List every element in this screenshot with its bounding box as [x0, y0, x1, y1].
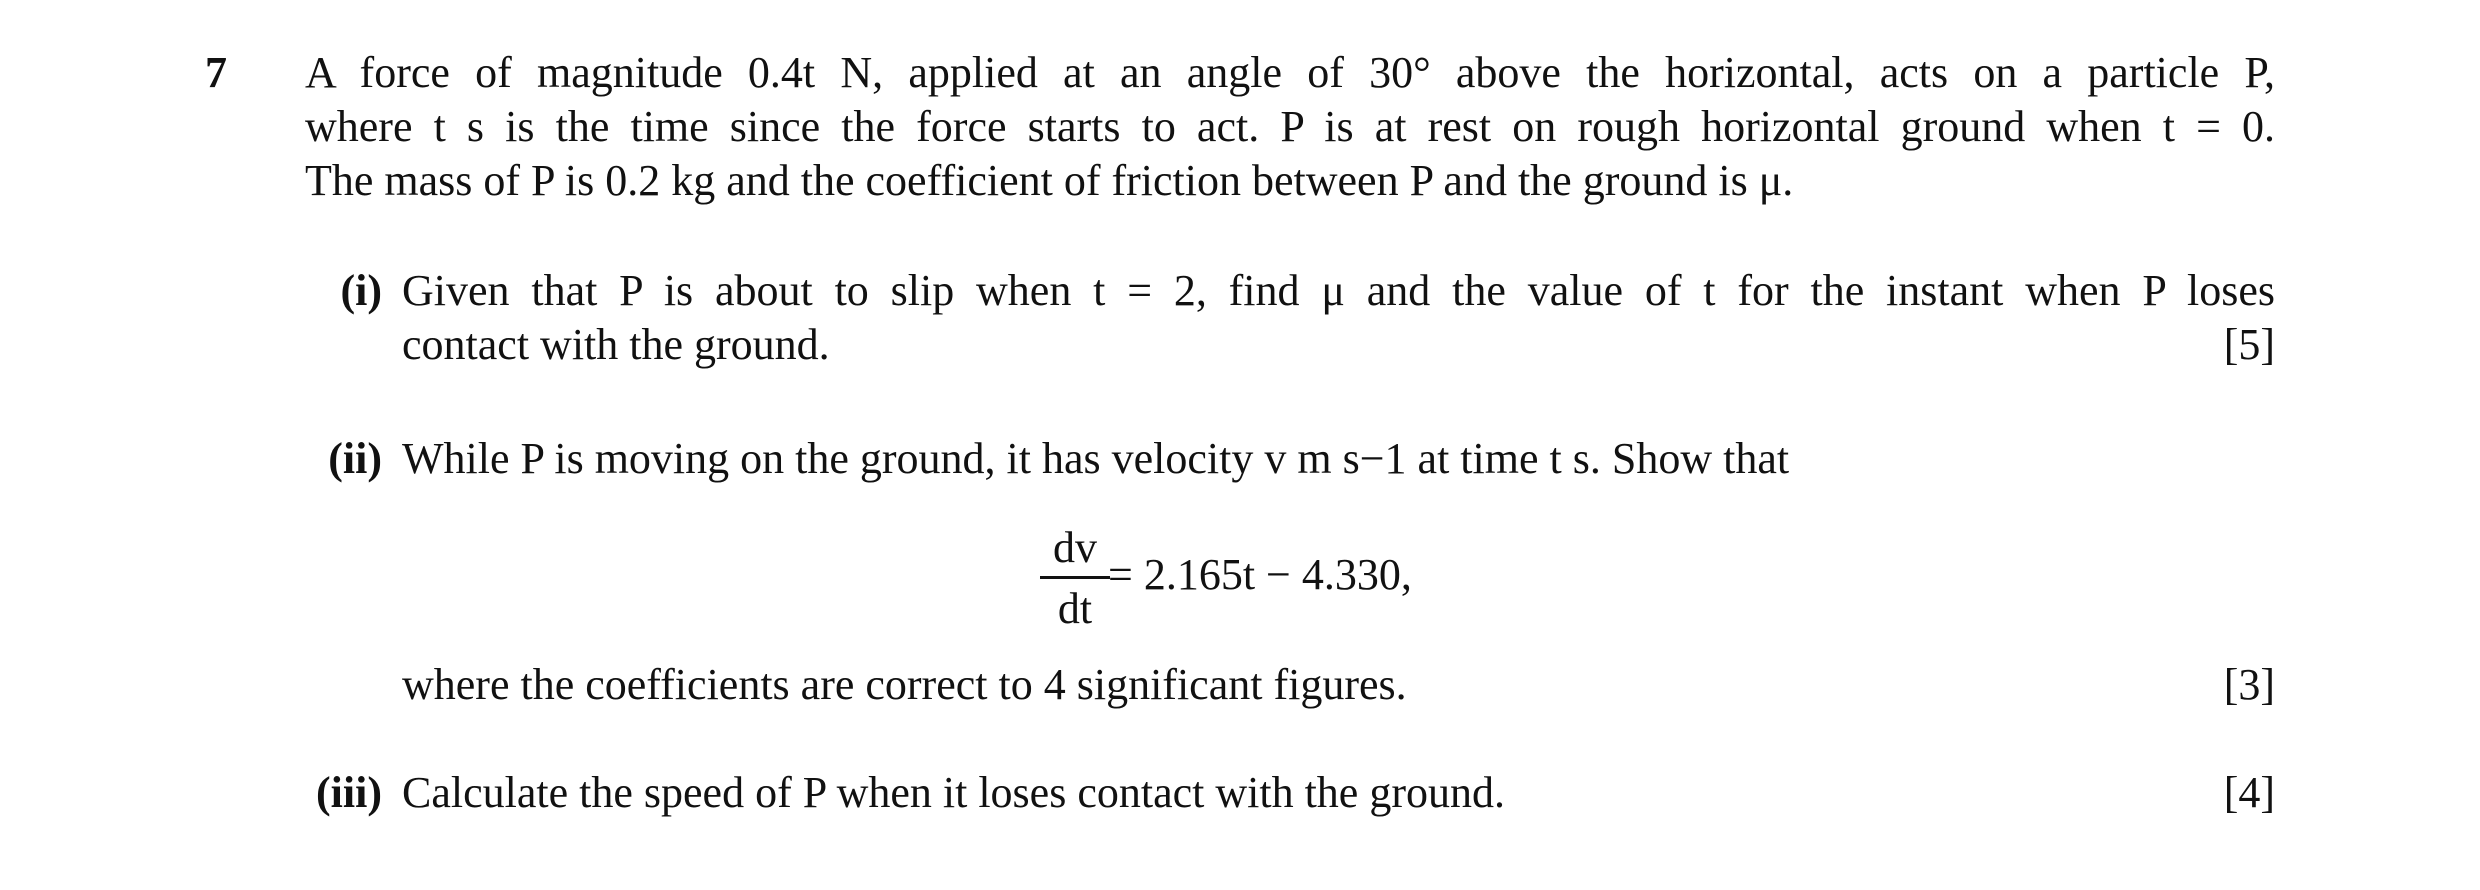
question-intro [305, 46, 2275, 208]
equation-rhs: = 2.165t − 4.330, [1108, 550, 1412, 599]
part-ii-text-2: where the coefficients are correct to 4 significant figures. [402, 660, 1407, 709]
part-i-line-1: Given that P is about to slip when t = 2, find μ and the value of t for the instant when P loses [402, 266, 2275, 315]
part-iii-marks: [4] [2223, 768, 2275, 817]
fraction-denominator: dt [1057, 584, 1093, 633]
intro-line-2: where t s is the time since the force starts to act. P is at rest on rough horizontal ground when t = 0. [305, 102, 2275, 151]
intro-line-3: The mass of P is 0.2 kg and the coefficient of friction between P and the ground is μ. [305, 156, 1794, 205]
part-ii-label: (ii) [328, 434, 382, 483]
part-i-text [402, 264, 2275, 372]
part-i-line-2: contact with the ground. [402, 320, 830, 369]
derivative-fraction [1040, 522, 1110, 635]
part-ii-marks: [3] [2223, 660, 2275, 709]
part-iii-label: (iii) [316, 768, 382, 817]
fraction-bar [1040, 576, 1110, 579]
part-i-marks: [5] [2223, 320, 2275, 369]
part-i-label: (i) [340, 266, 382, 315]
intro-line-1: A force of magnitude 0.4t N, applied at an angle of 30° above the horizontal, acts on a particle P, [305, 48, 2275, 97]
part-iii-text: Calculate the speed of P when it loses contact with the ground. [402, 768, 1505, 817]
fraction-numerator: dv [1053, 523, 1097, 572]
part-ii-text-1: While P is moving on the ground, it has velocity v m s−1 at time t s. Show that [402, 434, 1790, 483]
question-number: 7 [205, 48, 227, 97]
